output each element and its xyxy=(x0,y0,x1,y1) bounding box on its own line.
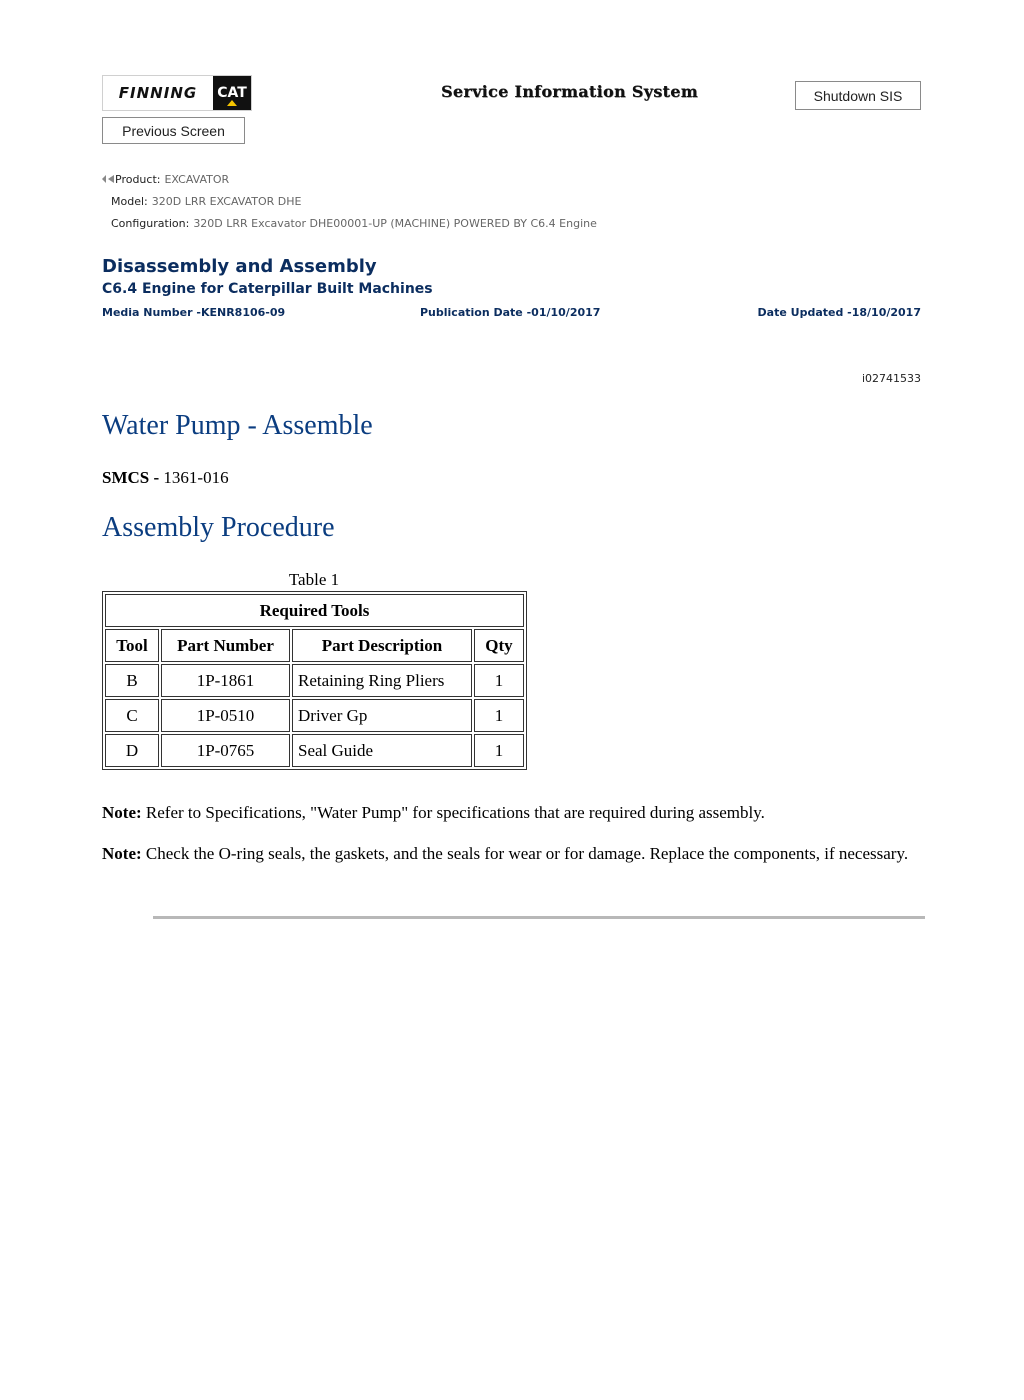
note-specifications xyxy=(102,802,922,824)
procedure-heading: Assembly Procedure xyxy=(102,512,335,543)
cell-part-number: 1P-1861 xyxy=(161,664,290,697)
table-title: Required Tools xyxy=(105,594,524,627)
note-text: Check the O-ring seals, the gaskets, and the seals for wear or for damage. Replace the components, if necessary. xyxy=(145,844,909,863)
shutdown-sis-button[interactable]: Shutdown SIS xyxy=(795,81,921,110)
smcs-value: 1361-016 xyxy=(163,468,229,487)
cell-description: Retaining Ring Pliers xyxy=(292,664,472,697)
cell-part-number: 1P-0765 xyxy=(161,734,290,767)
cell-qty: 1 xyxy=(474,734,524,767)
table-title-row xyxy=(105,594,524,627)
finning-logo: FINNING xyxy=(118,84,198,102)
smcs-label: SMCS - xyxy=(102,468,160,487)
cat-logo xyxy=(213,76,251,110)
cell-description: Driver Gp xyxy=(292,699,472,732)
configuration-info-row xyxy=(111,217,597,230)
cell-tool: B xyxy=(105,664,159,697)
document-subtitle: C6.4 Engine for Caterpillar Built Machines xyxy=(102,281,433,297)
note-label: Note: xyxy=(102,844,142,863)
col-header-tool: Tool xyxy=(105,629,159,662)
note-text: Refer to Specifications, "Water Pump" for specifications that are required during assembly. xyxy=(145,803,765,822)
product-value: EXCAVATOR xyxy=(164,173,230,186)
back-arrow-icon-2[interactable] xyxy=(108,175,114,183)
note-inspection xyxy=(102,843,922,865)
previous-screen-button[interactable]: Previous Screen xyxy=(102,117,245,144)
product-label: Product: xyxy=(115,173,161,186)
col-header-qty: Qty xyxy=(474,629,524,662)
configuration-value: 320D LRR Excavator DHE00001-UP (MACHINE) POWERED BY C6.4 Engine xyxy=(193,217,597,230)
note-label: Note: xyxy=(102,803,142,822)
model-info-row xyxy=(111,195,302,208)
table-caption: Table 1 xyxy=(288,570,340,589)
document-title: Disassembly and Assembly xyxy=(102,256,377,277)
col-header-part-description: Part Description xyxy=(292,629,472,662)
model-value: 320D LRR EXCAVATOR DHE xyxy=(151,195,302,208)
page-title: Water Pump - Assemble xyxy=(102,410,373,441)
back-arrow-icon[interactable] xyxy=(102,175,106,183)
media-number: Media Number -KENR8106-09 xyxy=(102,306,286,319)
configuration-label: Configuration: xyxy=(111,217,190,230)
col-header-part-number: Part Number xyxy=(161,629,290,662)
cell-tool: C xyxy=(105,699,159,732)
cell-tool: D xyxy=(105,734,159,767)
cell-qty: 1 xyxy=(474,699,524,732)
publication-date: Publication Date -01/10/2017 xyxy=(420,306,601,319)
required-tools-table xyxy=(102,591,527,770)
product-info-row xyxy=(102,173,229,186)
system-title: Service Information System xyxy=(441,82,698,101)
cell-part-number: 1P-0510 xyxy=(161,699,290,732)
finning-cat-logo xyxy=(102,75,252,111)
smcs-code xyxy=(102,468,229,488)
table-row xyxy=(105,664,524,697)
divider xyxy=(153,916,925,919)
cell-qty: 1 xyxy=(474,664,524,697)
cell-description: Seal Guide xyxy=(292,734,472,767)
table-row xyxy=(105,699,524,732)
model-label: Model: xyxy=(111,195,148,208)
table-row xyxy=(105,734,524,767)
document-id: i02741533 xyxy=(861,372,921,385)
cat-logo-text: CAT xyxy=(217,85,247,101)
cat-triangle-icon xyxy=(227,100,237,106)
date-updated: Date Updated -18/10/2017 xyxy=(757,306,921,319)
table-header-row xyxy=(105,629,524,662)
